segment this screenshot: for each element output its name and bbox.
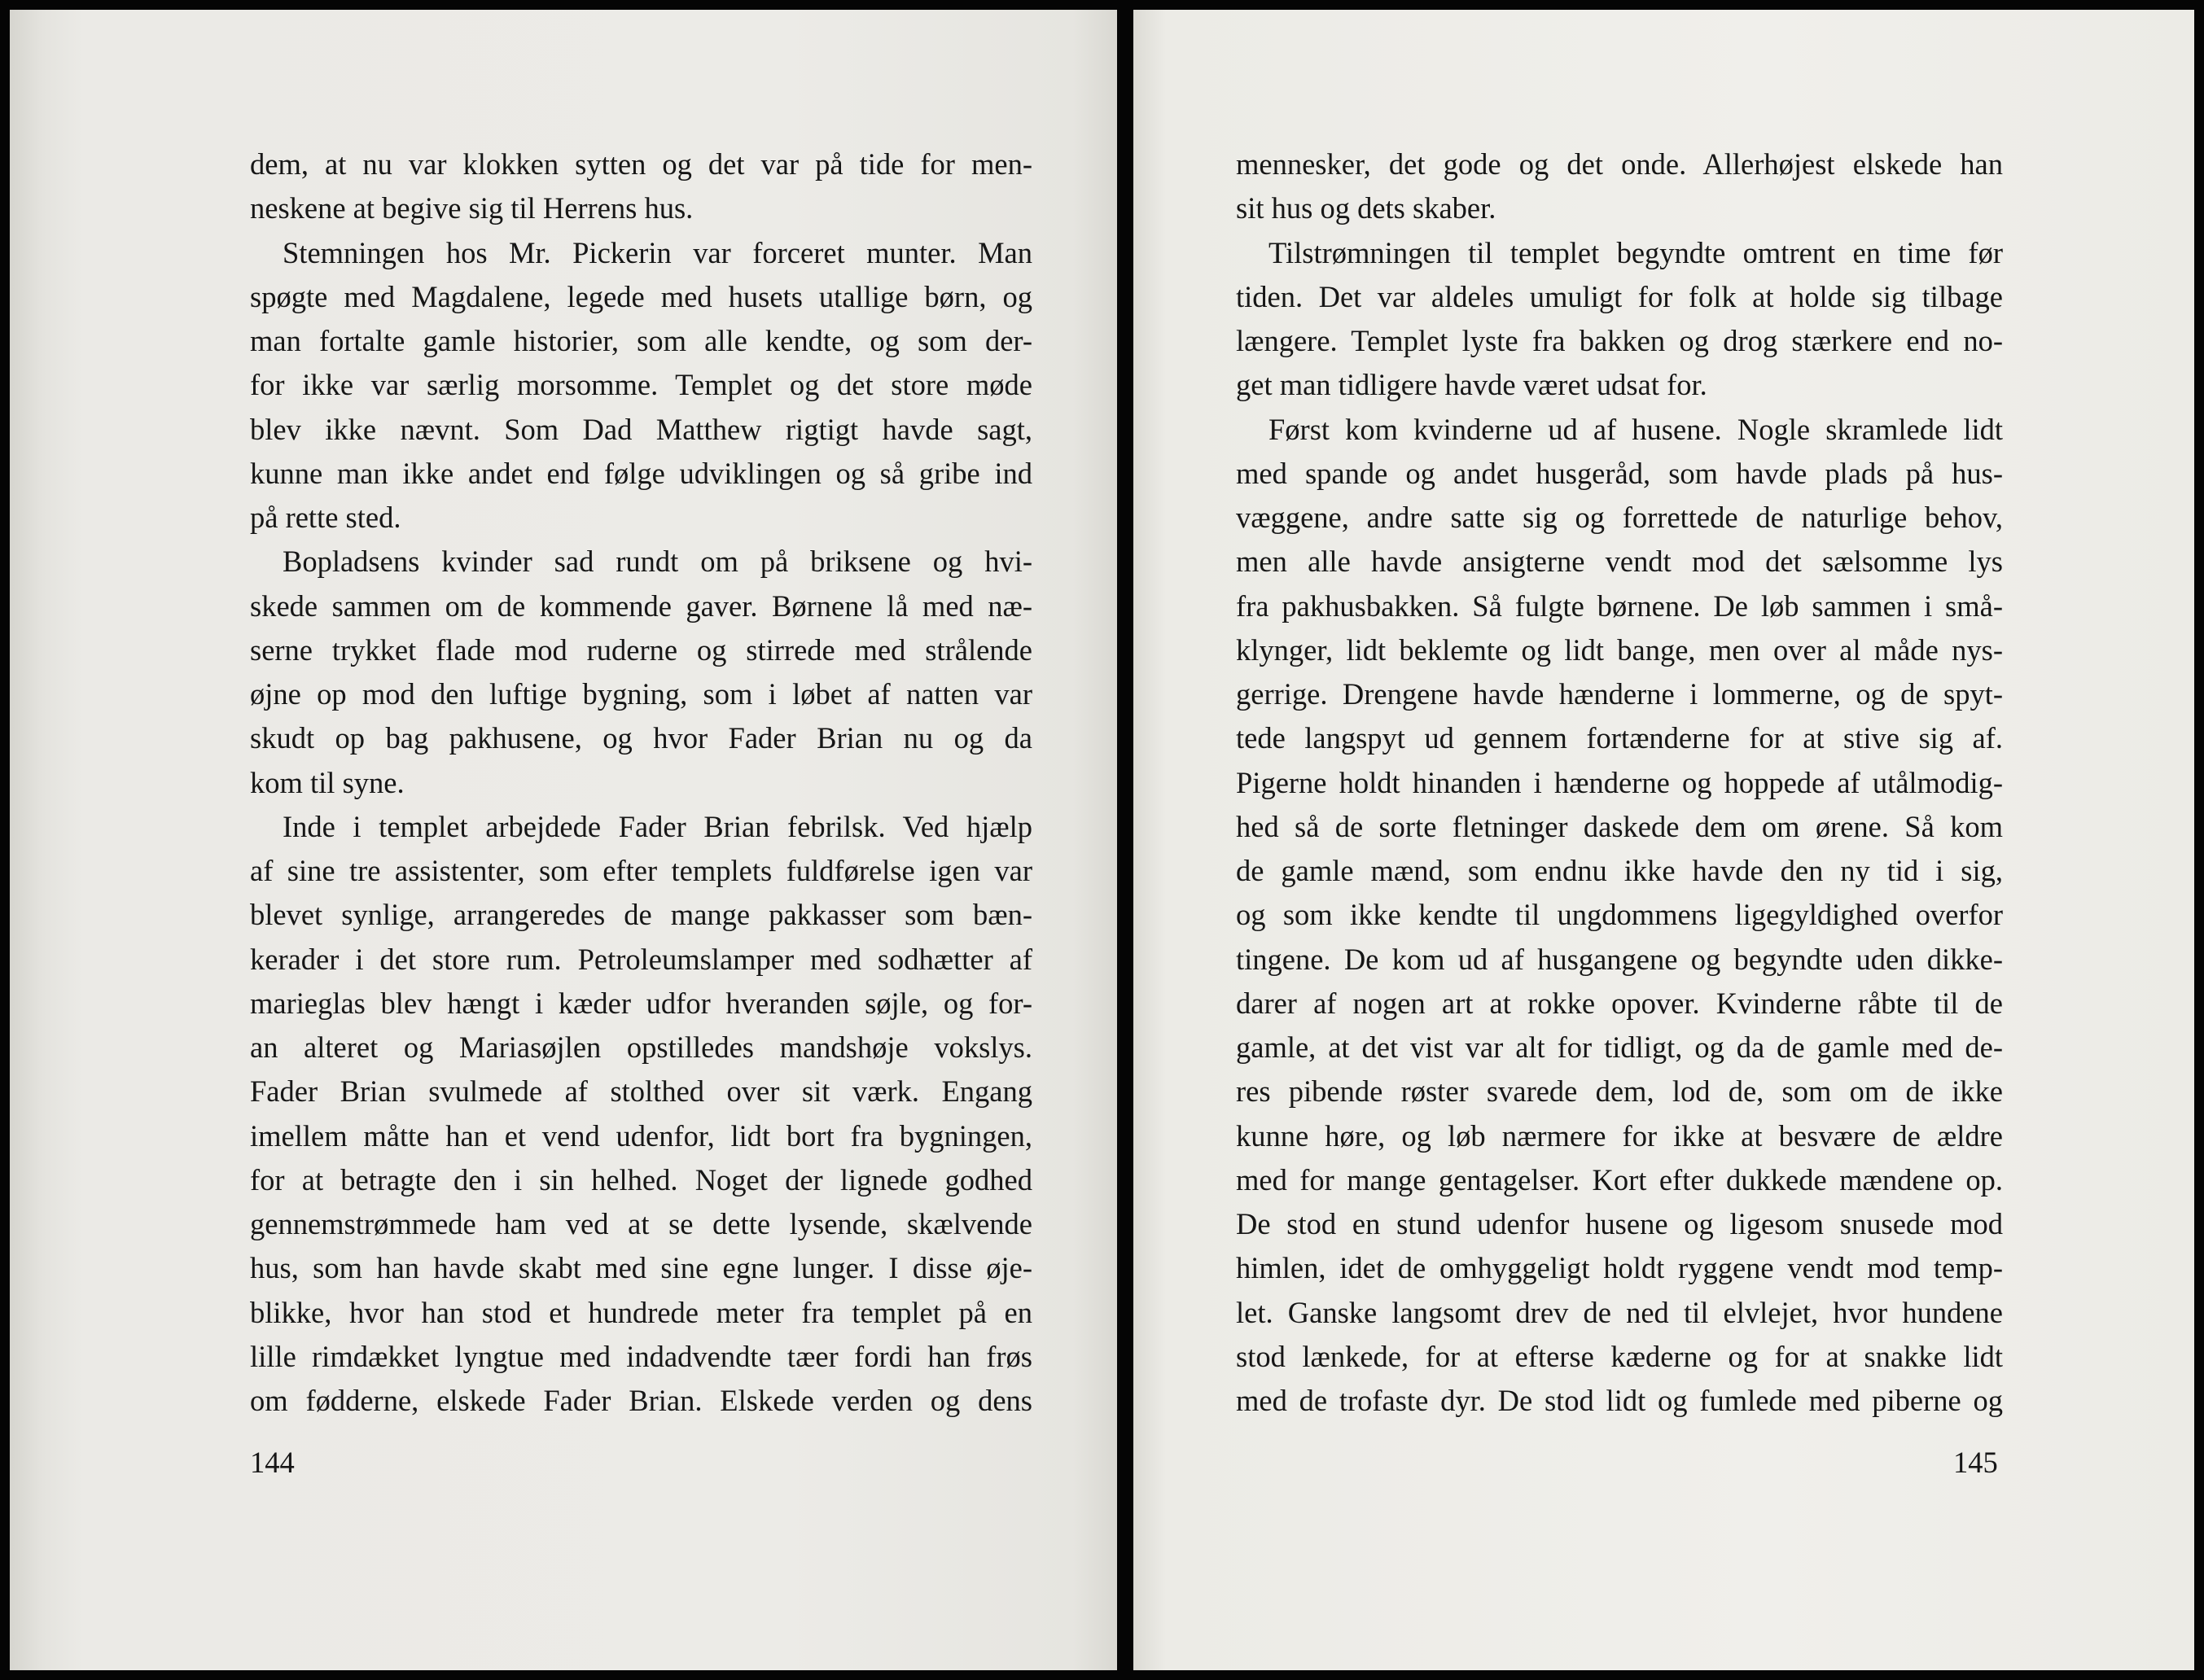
text-line: sit hus og dets skaber. xyxy=(1236,191,1496,225)
text-line: hus, som han havde skabt med sine egne lunger. I disse øje- xyxy=(250,1251,1032,1285)
text-line: De stod en stund udenfor husene og ligesom snusede mod xyxy=(1236,1207,2003,1240)
text-line: men alle havde ansigterne vendt mod det sælsomme lys xyxy=(1236,545,2003,579)
text-line: Stemningen hos Mr. Pickerin var forceret munter. Man xyxy=(283,235,1032,269)
text-line: dem, at nu var klokken sytten og det var på tide for men- xyxy=(250,147,1032,181)
text-line: gamle, at det vist var alt for tidligt, og da de gamle med de- xyxy=(1236,1030,2003,1064)
text-line: blikke, hvor han stod et hundrede meter fra templet på en xyxy=(250,1295,1032,1329)
text-line: blevet synlige, arrangeredes de mange pakkasser som bæn- xyxy=(250,898,1032,932)
text-line: skudt op bag pakhusene, og hvor Fader Brian nu og da xyxy=(250,721,1032,755)
text-line: marieglas blev hængt i kæder udfor hveranden søjle, og for- xyxy=(250,986,1032,1020)
text-line: på rette sted. xyxy=(250,501,401,534)
text-line: gennemstrømmede ham ved at se dette lysende, skælvende xyxy=(250,1207,1032,1240)
text-line: Først kom kvinderne ud af husene. Nogle skramlede lidt xyxy=(1269,412,2003,446)
text-line: an alteret og Mariasøjlen opstilledes mandshøje vokslys. xyxy=(250,1030,1032,1064)
text-line: spøgte med Magdalene, legede med husets utallige børn, og xyxy=(250,279,1032,313)
text-line: imellem måtte han et vend udenfor, lidt bort fra bygningen, xyxy=(250,1118,1032,1153)
text-line: fra pakhusbakken. Så fulgte børnene. De løb sammen i små- xyxy=(1236,588,2003,623)
text-line: get man tidligere havde været udsat for. xyxy=(1236,368,1707,402)
text-line: neskene at begive sig til Herrens hus. xyxy=(250,191,694,225)
right-page-text xyxy=(1236,142,2003,1423)
text-line: med spande og andet husgeråd, som havde plads på hus- xyxy=(1236,456,2003,490)
text-line: Fader Brian svulmede af stolthed over sit værk. Engang xyxy=(250,1074,1032,1109)
text-line: og som ikke kendte til ungdommens ligegyldighed overfor xyxy=(1236,898,2003,932)
text-line: hed så de sorte fletninger daskede dem om ørene. Så kom xyxy=(1236,809,2003,843)
right-page xyxy=(1133,10,2194,1670)
text-line: for at betragte den i sin helhed. Noget der lignede godhed xyxy=(250,1162,1032,1197)
right-page-number: 145 xyxy=(1953,1446,1998,1479)
text-line: blev ikke nævnt. Som Dad Matthew rigtigt havde sagt, xyxy=(250,412,1032,446)
text-line: med de trofaste dyr. De stod lidt og fumlede med piberne og xyxy=(1236,1384,2003,1417)
text-line: kom til syne. xyxy=(250,765,405,799)
text-line: for ikke var særlig morsomme. Templet og det store møde xyxy=(250,368,1032,402)
text-line: let. Ganske langsomt drev de ned til elvlejet, hvor hundene xyxy=(1236,1295,2003,1329)
text-line: øjne op mod den luftige bygning, som i løbet af natten var xyxy=(250,677,1032,711)
text-line: kunne man ikke andet end følge udviklingen og så gribe ind xyxy=(250,456,1032,490)
text-line: væggene, andre satte sig og forrettede de naturlige behov, xyxy=(1236,501,2003,534)
text-line: Inde i templet arbejdede Fader Brian febrilsk. Ved hjælp xyxy=(283,809,1032,843)
text-line: Bopladsens kvinder sad rundt om på briksene og hvi- xyxy=(283,545,1032,579)
text-line: gerrige. Drengene havde hænderne i lommerne, og de spyt- xyxy=(1236,677,2003,711)
text-line: kunne høre, og løb nærmere for ikke at besvære de ældre xyxy=(1236,1118,2003,1153)
text-line: lille rimdækket lyngtue med indadvendte tæer fordi han frøs xyxy=(250,1339,1032,1373)
text-line: stod lænkede, for at efterse kæderne og for at snakke lidt xyxy=(1236,1339,2003,1373)
text-line: længere. Templet lyste fra bakken og drog stærkere end no- xyxy=(1236,324,2003,357)
text-line: de gamle mænd, som endnu ikke havde den ny tid i sig, xyxy=(1236,854,2003,887)
text-line: med for mange gentagelser. Kort efter dukkede mændene op. xyxy=(1236,1162,2003,1197)
left-page-number: 144 xyxy=(250,1446,295,1479)
text-line: om fødderne, elskede Fader Brian. Elskede verden og dens xyxy=(250,1384,1032,1417)
text-line: darer af nogen art at rokke opover. Kvinderne råbte til de xyxy=(1236,986,2003,1020)
left-page-text xyxy=(250,142,1032,1423)
text-line: res pibende røster svarede dem, lod de, som om de ikke xyxy=(1236,1074,2003,1109)
text-line: serne trykket flade mod ruderne og stirrede med strålende xyxy=(250,632,1032,667)
text-line: Tilstrømningen til templet begyndte omtrent en time før xyxy=(1269,235,2003,269)
text-line: kerader i det store rum. Petroleumslamper med sodhætter af xyxy=(250,942,1032,976)
text-line: af sine tre assistenter, som efter templets fuldførelse igen var xyxy=(250,854,1032,887)
left-page xyxy=(10,10,1117,1670)
text-line: skede sammen om de kommende gaver. Børnene lå med næ- xyxy=(250,588,1032,623)
text-line: tingene. De kom ud af husgangene og begyndte uden dikke- xyxy=(1236,942,2003,976)
text-line: himlen, idet de omhyggeligt holdt ryggene vendt mod temp- xyxy=(1236,1251,2003,1285)
text-line: man fortalte gamle historier, som alle kendte, og som der- xyxy=(250,324,1032,357)
text-line: klynger, lidt beklemte og lidt bange, men over al måde nys- xyxy=(1236,632,2003,667)
text-line: mennesker, det gode og det onde. Allerhøjest elskede han xyxy=(1236,147,2003,181)
text-line: tiden. Det var aldeles umuligt for folk at holde sig tilbage xyxy=(1236,279,2003,313)
text-line: tede langspyt ud gennem fortænderne for at stive sig af. xyxy=(1236,721,2003,755)
text-line: Pigerne holdt hinanden i hænderne og hoppede af utålmodig- xyxy=(1236,765,2003,799)
